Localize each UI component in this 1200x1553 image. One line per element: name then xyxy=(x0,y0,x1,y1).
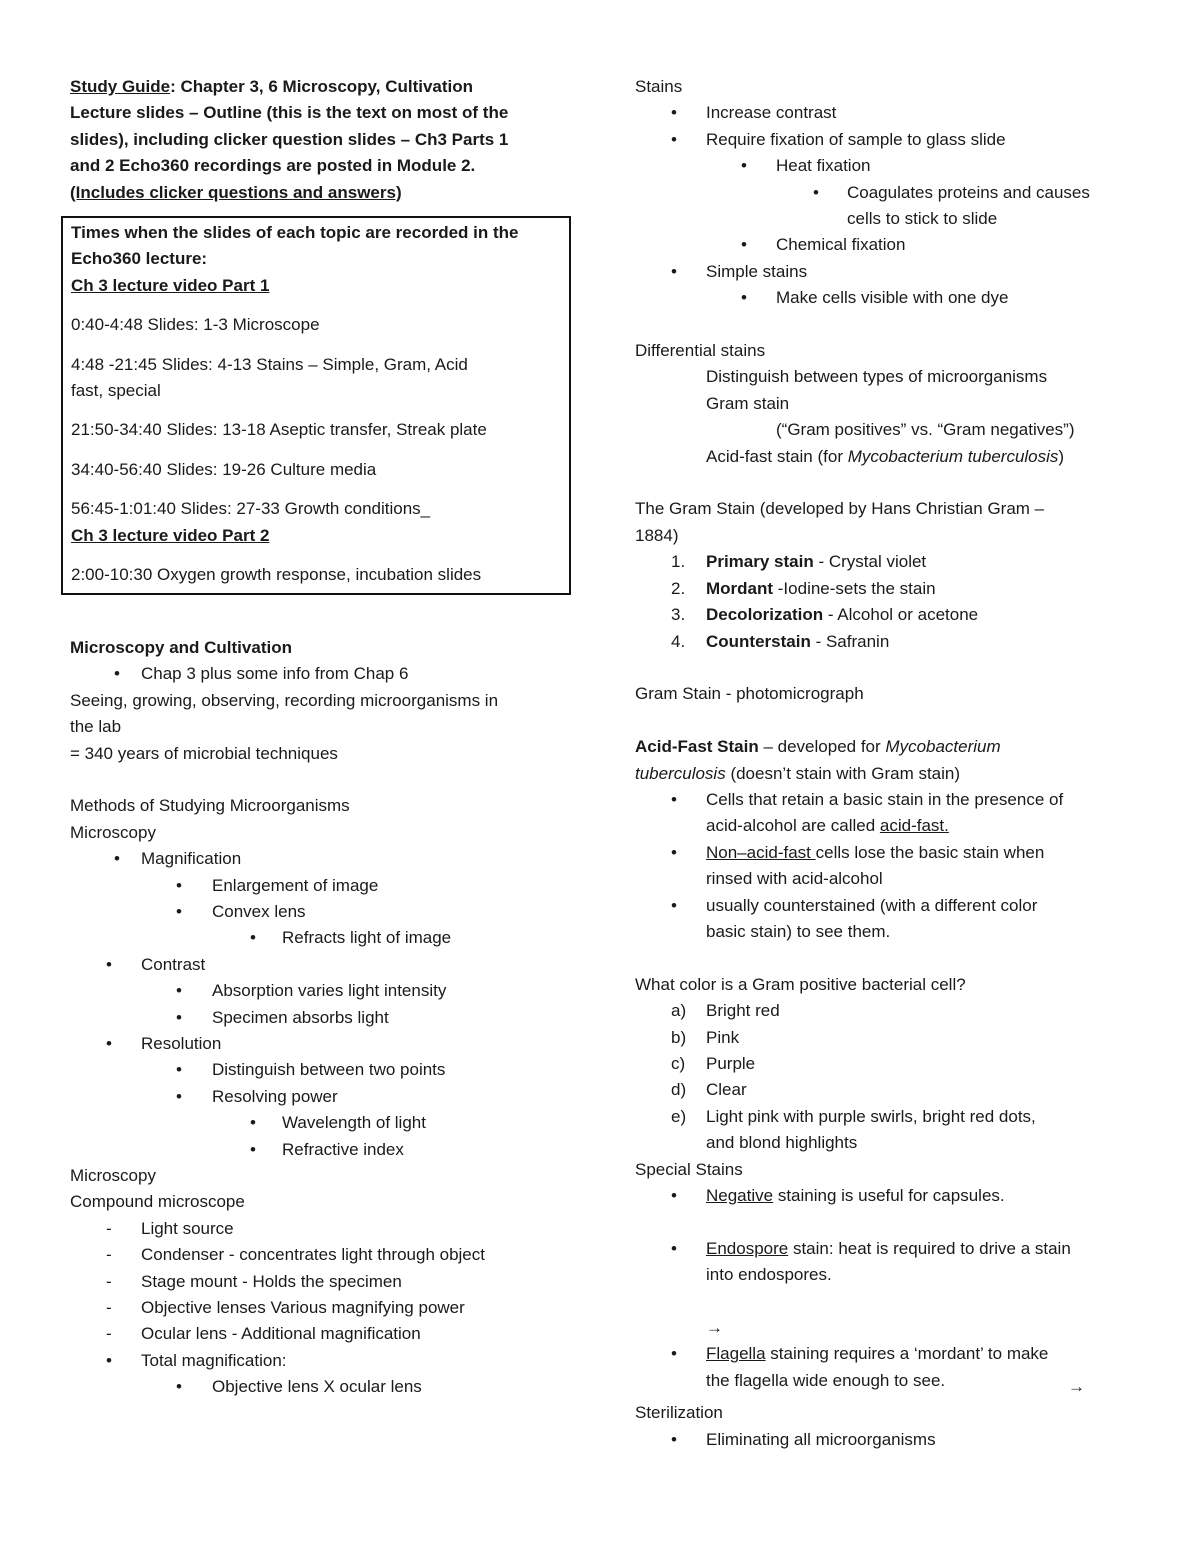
gram-step xyxy=(635,629,1140,655)
list-item: • Refracts light of image xyxy=(70,925,575,951)
list-item-cont: acid-alcohol are called acid-fast. xyxy=(706,816,949,836)
list-item: - Condenser - concentrates light through object xyxy=(70,1242,575,1268)
list-item: • Objective lens X ocular lens xyxy=(70,1374,575,1400)
answer-text: Pink xyxy=(706,1027,740,1047)
text-line: Distinguish between types of microorganisms xyxy=(706,367,1048,387)
list-item: • Cells that retain a basic stain in the presence of xyxy=(635,787,1140,813)
answer-key: e) xyxy=(671,1106,687,1126)
section-title: Differential stains xyxy=(635,341,766,361)
list-item: • Specimen absorbs light xyxy=(70,1005,575,1031)
answer-text: Light pink with purple swirls, bright red dots, xyxy=(706,1106,1036,1126)
step-title: Primary stain xyxy=(706,552,814,572)
list-item: • Refractive index xyxy=(70,1137,575,1163)
step-detail: -Iodine-sets the stain xyxy=(773,578,936,598)
step-detail: - Safranin xyxy=(810,631,890,651)
bullet-icon: • xyxy=(250,1113,256,1133)
time-entry: 56:45-1:01:40 Slides: 27-33 Growth conditions_ xyxy=(71,499,431,519)
list-item: • Require fixation of sample to glass slide xyxy=(635,127,1140,153)
bullet-icon: • xyxy=(176,875,182,895)
section-title: Special Stains xyxy=(635,1159,743,1179)
text-line: 1884) xyxy=(635,525,679,545)
bullet-icon: • xyxy=(250,1139,256,1159)
answer-option xyxy=(635,1025,1140,1051)
list-item: • Total magnification: xyxy=(70,1348,575,1374)
bullet-icon: • xyxy=(671,842,677,862)
times-box xyxy=(61,216,571,594)
answer-option xyxy=(635,998,1140,1024)
list-item: - Ocular lens - Additional magnification xyxy=(70,1321,575,1347)
times-heading-2: Echo360 lecture: xyxy=(71,249,208,269)
list-item: • Resolving power xyxy=(70,1084,575,1110)
answer-text: Bright red xyxy=(706,1001,780,1021)
list-item: • Enlargement of image xyxy=(70,873,575,899)
bullet-icon: • xyxy=(250,928,256,948)
time-entry-cont: fast, special xyxy=(71,381,161,401)
text-line: (“Gram positives” vs. “Gram negatives”) xyxy=(776,420,1075,440)
list-item: • Non–acid-fast cells lose the basic stain when xyxy=(635,840,1140,866)
list-item: • Chemical fixation xyxy=(635,232,1140,258)
list-item: • Magnification xyxy=(70,846,575,872)
title-line: Study Guide: Chapter 3, 6 Microscopy, Cultivation xyxy=(70,77,474,96)
bullet-icon: • xyxy=(671,895,677,915)
subsection-title: Compound microscope xyxy=(70,1192,245,1212)
gram-step xyxy=(635,549,1140,575)
subsection-title: Microscopy xyxy=(70,822,156,842)
bullet-icon: • xyxy=(741,288,747,308)
step-title: Decolorization xyxy=(706,605,824,625)
list-item: - Objective lenses Various magnifying power xyxy=(70,1295,575,1321)
bullet-icon: • xyxy=(176,1007,182,1027)
list-item: • Coagulates proteins and causes xyxy=(635,180,1140,206)
list-item: • Contrast xyxy=(70,952,575,978)
list-item-cont: rinsed with acid-alcohol xyxy=(706,869,883,889)
section-title: Sterilization xyxy=(635,1403,723,1423)
part2-label: Ch 3 lecture video Part 2 xyxy=(71,525,270,545)
dash-icon: - xyxy=(106,1298,112,1318)
step-title: Counterstain xyxy=(706,631,811,651)
part1-label: Ch 3 lecture video Part 1 xyxy=(71,275,270,295)
answer-key: c) xyxy=(671,1053,686,1073)
step-number: 1. xyxy=(671,552,686,572)
bullet-icon: • xyxy=(671,1429,677,1449)
step-number: 4. xyxy=(671,631,686,651)
intro-line-4: and 2 Echo360 recordings are posted in Module 2. xyxy=(70,156,476,176)
arrow-icon: → xyxy=(706,1317,723,1337)
section-title: The Gram Stain (developed by Hans Christian Gram – xyxy=(635,499,1045,519)
section-title: Microscopy and Cultivation xyxy=(70,637,292,657)
step-detail: - Crystal violet xyxy=(813,552,927,572)
answer-option xyxy=(635,1104,1140,1130)
list-item: • Resolution xyxy=(70,1031,575,1057)
answer-text: Purple xyxy=(706,1053,756,1073)
question-text: What color is a Gram positive bacterial cell? xyxy=(635,974,966,994)
arrow-icon: → xyxy=(1068,1376,1085,1396)
list-item: • Absorption varies light intensity xyxy=(70,978,575,1004)
gram-step xyxy=(635,576,1140,602)
bullet-icon: • xyxy=(176,901,182,921)
time-entry: 21:50-34:40 Slides: 13-18 Aseptic transfer, Streak plate xyxy=(71,420,487,440)
step-number: 3. xyxy=(671,605,686,625)
answer-key: d) xyxy=(671,1080,687,1100)
list-item-cont: into endospores. xyxy=(706,1265,832,1285)
list-item: • Endospore stain: heat is required to drive a stain xyxy=(635,1236,1140,1262)
intro-line-2: Lecture slides – Outline (this is the text on most of the xyxy=(70,103,509,123)
list-item: • Flagella staining requires a ‘mordant’ to make xyxy=(635,1341,1140,1367)
time-entry: 4:48 -21:45 Slides: 4-13 Stains – Simple, Gram, Acid xyxy=(71,354,468,374)
answer-key: a) xyxy=(671,1001,687,1021)
text-line: Gram Stain - photomicrograph xyxy=(635,684,864,704)
right-column xyxy=(635,74,1140,1453)
bullet-icon: • xyxy=(176,981,182,1001)
gram-step xyxy=(635,602,1140,628)
list-item: • Convex lens xyxy=(70,899,575,925)
bullet-icon: • xyxy=(176,1086,182,1106)
bullet-icon: • xyxy=(741,235,747,255)
answer-list xyxy=(635,998,1140,1130)
bullet-icon: • xyxy=(114,849,120,869)
intro-line-3: slides), including clicker question slides – Ch3 Parts 1 xyxy=(70,129,509,149)
answer-option xyxy=(635,1051,1140,1077)
answer-option xyxy=(635,1077,1140,1103)
step-detail: - Alcohol or acetone xyxy=(823,605,979,625)
list-item: • usually counterstained (with a different color xyxy=(635,893,1140,919)
answer-key: b) xyxy=(671,1027,687,1047)
bullet-icon: • xyxy=(671,1344,677,1364)
list-item: • Eliminating all microorganisms xyxy=(635,1427,1140,1453)
gram-steps-list xyxy=(635,549,1140,655)
bullet-icon: • xyxy=(106,1350,112,1370)
intro-line-5: (Includes clicker questions and answers) xyxy=(70,182,402,202)
bullet-icon: • xyxy=(671,103,677,123)
list-item: • Distinguish between two points xyxy=(70,1057,575,1083)
bullet-icon: • xyxy=(106,954,112,974)
step-title: Mordant xyxy=(706,578,774,598)
bullet-icon: • xyxy=(671,789,677,809)
bullet-icon: • xyxy=(176,1377,182,1397)
text-line: Seeing, growing, observing, recording microorganisms in xyxy=(70,690,499,710)
list-item-cont: the flagella wide enough to see. → xyxy=(635,1368,1140,1394)
list-item: • Make cells visible with one dye xyxy=(635,285,1140,311)
time-entry: 34:40-56:40 Slides: 19-26 Culture media xyxy=(71,459,377,479)
step-number: 2. xyxy=(671,578,686,598)
time-entry: 0:40-4:48 Slides: 1-3 Microscope xyxy=(71,315,320,335)
answer-cont: and blond highlights xyxy=(706,1133,858,1153)
dash-icon: - xyxy=(106,1271,112,1291)
bullet-icon: • xyxy=(114,664,120,684)
bullet-icon: • xyxy=(106,1033,112,1053)
section-title: Acid-Fast Stain – developed for Mycobacterium xyxy=(635,737,1001,757)
text-line: tuberculosis (doesn’t stain with Gram stain) xyxy=(635,763,961,783)
time-entry: 2:00-10:30 Oxygen growth response, incubation slides xyxy=(71,565,482,585)
list-item: • Heat fixation xyxy=(635,153,1140,179)
bullet-icon: • xyxy=(741,156,747,176)
list-item-cont: cells to stick to slide xyxy=(847,209,998,229)
list-item: • Chap 3 plus some info from Chap 6 xyxy=(70,661,575,687)
list-item: • Increase contrast xyxy=(635,100,1140,126)
text-line: the lab xyxy=(70,717,122,737)
left-column xyxy=(70,74,575,1401)
list-item: • Wavelength of light xyxy=(70,1110,575,1136)
text-line: Gram stain xyxy=(706,393,790,413)
text-line: Acid-fast stain (for Mycobacterium tuberculosis) xyxy=(706,446,1065,466)
times-heading-1: Times when the slides of each topic are recorded in the xyxy=(71,223,519,243)
bullet-icon: • xyxy=(671,1238,677,1258)
answer-text: Clear xyxy=(706,1080,747,1100)
dash-icon: - xyxy=(106,1324,112,1344)
bullet-icon: • xyxy=(813,182,819,202)
bullet-icon: • xyxy=(671,261,677,281)
list-item: • Simple stains xyxy=(635,259,1140,285)
dash-icon: - xyxy=(106,1218,112,1238)
list-item-cont: basic stain) to see them. xyxy=(706,921,891,941)
bullet-icon: • xyxy=(176,1060,182,1080)
list-item: - Stage mount - Holds the specimen xyxy=(70,1269,575,1295)
bullet-icon: • xyxy=(671,1185,677,1205)
section-title: Methods of Studying Microorganisms xyxy=(70,796,350,816)
text-line: = 340 years of microbial techniques xyxy=(70,743,338,763)
list-item: • Negative staining is useful for capsules. xyxy=(635,1183,1140,1209)
bullet-icon: • xyxy=(671,129,677,149)
subsection-title: Microscopy xyxy=(70,1166,156,1185)
section-title: Stains xyxy=(635,77,683,96)
dash-icon: - xyxy=(106,1245,112,1265)
list-item: - Light source xyxy=(70,1216,575,1242)
